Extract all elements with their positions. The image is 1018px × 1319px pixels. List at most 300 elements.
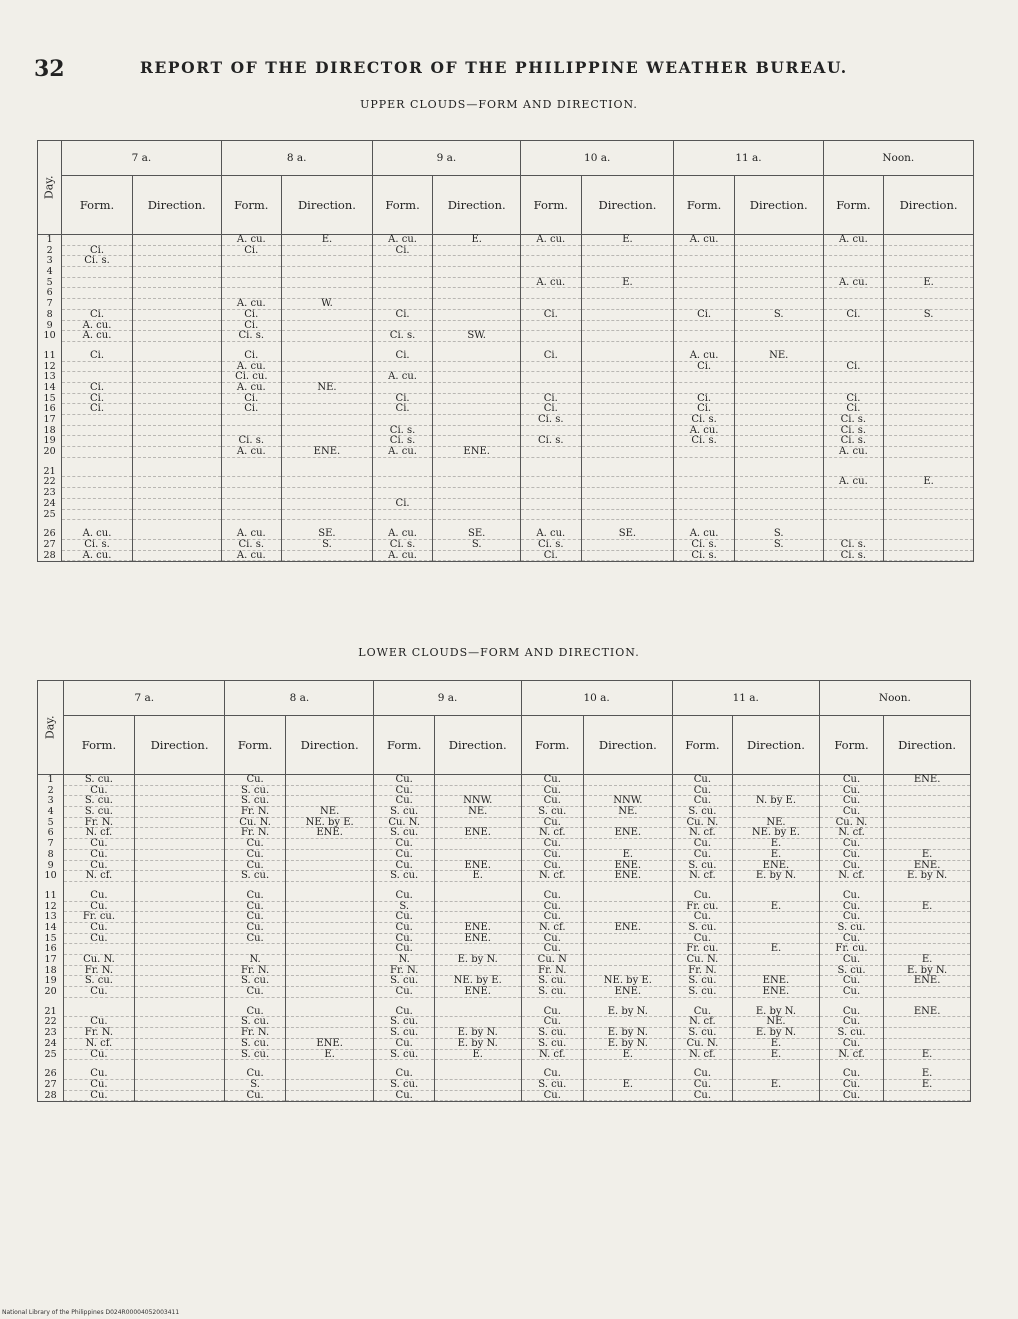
table-cell: E. — [582, 235, 674, 246]
table-cell: Ci. — [222, 394, 282, 405]
table-cell: E. — [733, 944, 819, 955]
table-cell: N. — [225, 955, 284, 966]
row-gap — [824, 342, 884, 351]
form-header: Form. — [372, 176, 433, 235]
table-cell — [733, 1091, 819, 1102]
table-cell: ENE. — [584, 861, 672, 872]
table-cell — [435, 839, 521, 850]
table-cell — [433, 351, 520, 362]
table-cell — [135, 891, 225, 902]
table-cell: Ci. s. — [674, 551, 734, 562]
table-cell — [521, 477, 581, 488]
table-cell — [133, 321, 221, 332]
table-cell: Cu. N. — [225, 818, 284, 829]
table-cell — [582, 488, 674, 499]
table-cell: E. — [884, 902, 970, 913]
table-cell — [373, 477, 433, 488]
table-cell: E. — [733, 1080, 819, 1091]
table-cell — [582, 551, 674, 562]
table-cell: Cu. — [522, 850, 583, 861]
table-cell — [824, 488, 884, 499]
table-cell — [674, 321, 734, 332]
day-number: 9 — [47, 859, 54, 871]
form-header: Form. — [521, 176, 582, 235]
day-header — [38, 681, 64, 775]
hour-header: 7 a. — [62, 141, 221, 176]
table-cell: Cu. — [673, 891, 732, 902]
table-cell — [286, 1080, 374, 1091]
table-cell: Ci. s. — [62, 540, 132, 551]
table-cell: NE. — [435, 807, 521, 818]
table-cell: Cu. — [820, 1039, 883, 1050]
day-number: 8 — [46, 308, 53, 320]
table-cell: Ci. s. — [222, 436, 282, 447]
table-cell: S. cu. — [64, 775, 134, 786]
table-cell: Cu. — [673, 1007, 732, 1018]
table-cell: Ci. s. — [373, 540, 433, 551]
table-cell: N. — [374, 955, 433, 966]
table-cell — [135, 1007, 225, 1018]
table-cell: S. cu. — [673, 987, 732, 998]
table-cell — [135, 934, 225, 945]
table-cell — [135, 902, 225, 913]
table-cell: Fr. N. — [225, 966, 284, 977]
table-cell — [282, 510, 372, 521]
table-cell — [582, 499, 674, 510]
table-cell: E. — [584, 1080, 672, 1091]
day-number-column — [38, 775, 64, 1102]
table-cell: S. cu. — [673, 861, 732, 872]
table-cell — [521, 288, 581, 299]
table-cell: E. — [884, 477, 973, 488]
day-header-label: Day. — [42, 175, 56, 200]
table-cell: Cu. — [374, 1091, 433, 1102]
lower-clouds-table — [37, 680, 971, 1102]
table-cell — [62, 467, 132, 478]
table-cell — [286, 923, 374, 934]
table-cell — [884, 796, 970, 807]
table-cell — [735, 551, 823, 562]
row-gap — [286, 882, 374, 891]
table-cell: Cu. — [64, 902, 134, 913]
table-cell — [433, 426, 520, 437]
hour-header: Noon. — [823, 141, 973, 176]
table-cell — [135, 807, 225, 818]
table-cell — [884, 404, 973, 415]
table-cell — [286, 861, 374, 872]
table-cell: Cu. — [225, 987, 284, 998]
table-cell — [735, 331, 823, 342]
table-cell — [133, 404, 221, 415]
table-cell: Cu. — [374, 775, 433, 786]
row-gap — [135, 1060, 225, 1069]
day-number: 27 — [44, 1078, 57, 1090]
day-number: 28 — [44, 1089, 57, 1101]
direction-column — [434, 775, 521, 1102]
table-cell — [735, 415, 823, 426]
table-cell: Cu. — [820, 1091, 883, 1102]
day-number: 20 — [44, 986, 57, 998]
table-cell: Cu. — [820, 912, 883, 923]
table-cell — [884, 1017, 970, 1028]
table-cell — [62, 362, 132, 373]
table-cell: S. cu. — [374, 828, 433, 839]
hour-header: 10 a. — [521, 141, 674, 176]
table-cell: Cu. — [820, 796, 883, 807]
table-cell: Cu. — [374, 786, 433, 797]
direction-header: Direction. — [584, 716, 673, 775]
table-cell: Fr. cu. — [64, 912, 134, 923]
direction-header: Direction. — [132, 176, 221, 235]
day-number: 2 — [46, 244, 53, 256]
table-cell — [582, 383, 674, 394]
table-cell: Ci. s. — [824, 415, 884, 426]
table-cell: Cu. — [522, 1091, 583, 1102]
table-cell — [135, 1069, 225, 1080]
table-cell: Ci. — [373, 404, 433, 415]
table-cell: Cu. — [522, 839, 583, 850]
table-cell — [282, 415, 372, 426]
table-cell — [133, 426, 221, 437]
table-cell — [62, 288, 132, 299]
table-cell: Ci. — [521, 404, 581, 415]
direction-header: Direction. — [733, 716, 820, 775]
table-cell: S. cu. — [374, 1028, 433, 1039]
table-cell: N. cf. — [522, 871, 583, 882]
table-cell — [582, 510, 674, 521]
table-cell: E. by N. — [584, 1039, 672, 1050]
table-cell — [521, 331, 581, 342]
table-cell — [884, 351, 973, 362]
form-header: Form. — [374, 716, 434, 775]
table-cell — [884, 1039, 970, 1050]
table-cell — [222, 415, 282, 426]
table-cell: Cu. — [522, 934, 583, 945]
direction-header: Direction. — [282, 176, 373, 235]
table-cell — [584, 955, 672, 966]
table-cell — [735, 235, 823, 246]
hour-header: 11 a. — [674, 141, 823, 176]
table-cell: S. — [735, 310, 823, 321]
table-cell: S. cu. — [820, 1028, 883, 1039]
hour-header: 8 a. — [225, 681, 374, 716]
table-cell — [433, 477, 520, 488]
table-cell: A. cu. — [222, 235, 282, 246]
table-cell — [282, 310, 372, 321]
table-cell: Fr. N. — [64, 1028, 134, 1039]
direction-column — [433, 235, 521, 562]
table-cell: Cu. — [820, 1069, 883, 1080]
table-cell — [582, 404, 674, 415]
table-cell — [133, 246, 221, 257]
table-cell: Ci. — [222, 351, 282, 362]
day-number: 21 — [43, 465, 56, 477]
table-cell: Ci. — [824, 310, 884, 321]
table-cell — [521, 499, 581, 510]
form-header: Form. — [221, 176, 282, 235]
table-cell: S. cu. — [64, 807, 134, 818]
table-cell: SE. — [433, 529, 520, 540]
table-cell: Ci. — [824, 394, 884, 405]
table-cell: Ci. — [373, 499, 433, 510]
table-cell: ENE. — [433, 447, 520, 458]
table-cell: S. cu. — [522, 1039, 583, 1050]
table-cell — [133, 278, 221, 289]
table-cell — [884, 415, 973, 426]
table-cell — [884, 362, 973, 373]
table-cell: A. cu. — [674, 426, 734, 437]
table-cell — [582, 246, 674, 257]
table-cell — [582, 426, 674, 437]
table-cell — [521, 362, 581, 373]
table-cell: Ci. s. — [521, 540, 581, 551]
table-cell — [286, 966, 374, 977]
table-cell: Ci. — [521, 310, 581, 321]
table-cell: Ci. — [824, 404, 884, 415]
form-column — [674, 235, 735, 562]
table-cell — [884, 828, 970, 839]
day-number: 14 — [44, 921, 57, 933]
table-cell — [735, 426, 823, 437]
table-cell — [582, 351, 674, 362]
row-gap — [824, 458, 884, 467]
table-cell: Cu. — [225, 1091, 284, 1102]
table-cell: Cu. — [522, 775, 583, 786]
table-cell: N. cf. — [64, 871, 134, 882]
table-cell — [135, 1050, 225, 1061]
day-number: 26 — [43, 528, 56, 540]
table-cell — [286, 850, 374, 861]
table-cell — [133, 477, 221, 488]
table-cell: E. by N. — [733, 871, 819, 882]
form-header: Form. — [225, 716, 285, 775]
table-cell — [133, 331, 221, 342]
table-cell: Ci. — [222, 404, 282, 415]
table-cell: NE. by E. — [435, 976, 521, 987]
table-cell: A. cu. — [824, 447, 884, 458]
day-number: 11 — [44, 889, 57, 901]
table-cell — [884, 331, 973, 342]
form-column — [823, 235, 884, 562]
table-cell: Ci. — [222, 310, 282, 321]
table-cell — [135, 976, 225, 987]
table-cell: Ci. — [674, 362, 734, 373]
table-cell: Cu. — [820, 976, 883, 987]
table-cell: Cu. — [820, 891, 883, 902]
table-cell: Ci. s. — [521, 415, 581, 426]
table-cell: N. cf. — [673, 1050, 732, 1061]
table-cell — [62, 447, 132, 458]
hour-header: 8 a. — [221, 141, 372, 176]
day-number: 24 — [44, 1037, 57, 1049]
table-cell: Cu. — [522, 944, 583, 955]
table-cell — [584, 775, 672, 786]
table-cell: S. — [282, 540, 372, 551]
table-cell: Cu. — [820, 850, 883, 861]
table-cell — [286, 976, 374, 987]
table-cell: Cu. N. — [673, 1039, 732, 1050]
table-cell: NE. by E. — [733, 828, 819, 839]
table-cell: Ci. s. — [521, 436, 581, 447]
table-cell: S. — [735, 540, 823, 551]
table-cell: Ci. s. — [824, 436, 884, 447]
table-cell: S. — [374, 902, 433, 913]
day-number: 14 — [43, 381, 56, 393]
table-cell — [222, 267, 282, 278]
table-cell — [133, 288, 221, 299]
table-cell: Cu. — [522, 1017, 583, 1028]
form-column — [221, 235, 282, 562]
table-cell — [884, 394, 973, 405]
table-cell: Cu. — [673, 850, 732, 861]
direction-column — [584, 775, 673, 1102]
table-cell: Ci. — [62, 394, 132, 405]
table-cell: Ci. — [62, 351, 132, 362]
table-cell: NNW. — [584, 796, 672, 807]
table-cell — [433, 415, 520, 426]
table-cell: Cu. — [374, 934, 433, 945]
table-cell: N. cf. — [820, 828, 883, 839]
table-cell: Ci. s. — [674, 415, 734, 426]
day-number: 2 — [47, 784, 54, 796]
hour-header: 7 a. — [64, 681, 225, 716]
table-cell: S. cu. — [673, 923, 732, 934]
table-cell — [884, 987, 970, 998]
table-cell — [884, 256, 973, 267]
table-cell — [884, 235, 973, 246]
table-cell: NE. by E. — [584, 976, 672, 987]
table-cell — [824, 510, 884, 521]
table-cell — [733, 891, 819, 902]
table-cell: E. — [435, 1050, 521, 1061]
table-cell — [674, 510, 734, 521]
table-cell: Ci. — [674, 310, 734, 321]
table-cell — [135, 796, 225, 807]
table-cell: E. — [733, 1050, 819, 1061]
table-cell — [282, 331, 372, 342]
table-cell: Cu. — [64, 850, 134, 861]
table-cell: NE. — [735, 351, 823, 362]
table-cell: A. cu. — [521, 278, 581, 289]
table-cell: SW. — [433, 331, 520, 342]
table-cell — [735, 436, 823, 447]
table-cell: Cu. — [64, 1091, 134, 1102]
day-number: 27 — [43, 538, 56, 550]
table-cell: Ci. s. — [373, 426, 433, 437]
table-cell — [135, 955, 225, 966]
table-cell: Cu. — [522, 786, 583, 797]
table-cell — [582, 467, 674, 478]
table-cell: Fr. N. — [673, 966, 732, 977]
table-cell: Cu. — [374, 923, 433, 934]
table-cell — [282, 477, 372, 488]
table-cell: N. by E. — [733, 796, 819, 807]
table-cell: ENE. — [435, 934, 521, 945]
table-cell — [884, 540, 973, 551]
table-cell — [433, 499, 520, 510]
table-cell — [282, 256, 372, 267]
table-cell: S. cu. — [64, 796, 134, 807]
day-number: 13 — [43, 371, 56, 383]
table-cell — [433, 362, 520, 373]
table-cell — [135, 912, 225, 923]
form-header: Form. — [674, 176, 735, 235]
form-header: Form. — [64, 716, 135, 775]
table-cell: A. cu. — [824, 477, 884, 488]
day-number: 24 — [43, 497, 56, 509]
table-cell: ENE. — [884, 861, 970, 872]
direction-column — [733, 775, 820, 1102]
table-cell — [433, 256, 520, 267]
table-cell — [884, 436, 973, 447]
table-cell — [884, 912, 970, 923]
table-cell: E. — [584, 1050, 672, 1061]
table-cell: Ci. — [521, 551, 581, 562]
table-cell: Cu. — [64, 1050, 134, 1061]
table-cell — [133, 551, 221, 562]
table-cell — [735, 394, 823, 405]
table-cell — [62, 436, 132, 447]
table-cell: A. cu. — [222, 529, 282, 540]
table-cell — [674, 372, 734, 383]
table-cell — [884, 321, 973, 332]
table-cell: Cu. N. — [820, 818, 883, 829]
table-cell: S. cu. — [225, 1017, 284, 1028]
table-cell: E. by N. — [435, 1028, 521, 1039]
direction-header: Direction. — [884, 716, 971, 775]
table-cell: Cu. — [820, 1007, 883, 1018]
day-number: 5 — [46, 276, 53, 288]
table-cell — [286, 786, 374, 797]
row-gap — [824, 520, 884, 529]
table-cell: Ci. — [62, 404, 132, 415]
table-cell: NE. — [282, 383, 372, 394]
table-cell — [135, 1091, 225, 1102]
table-cell: Cu. N. — [374, 818, 433, 829]
day-number: 18 — [44, 964, 57, 976]
table-cell: ENE. — [435, 987, 521, 998]
table-cell: N. cf. — [820, 1050, 883, 1061]
direction-column — [734, 235, 823, 562]
table-cell: Ci. s. — [373, 331, 433, 342]
row-gap — [133, 342, 221, 351]
table-cell — [282, 467, 372, 478]
table-cell: N. cf. — [522, 923, 583, 934]
upper-clouds-table — [37, 140, 974, 562]
table-cell — [735, 383, 823, 394]
table-cell — [582, 331, 674, 342]
day-number: 20 — [43, 446, 56, 458]
table-cell: Ci. — [373, 310, 433, 321]
table-cell: Cu. — [225, 891, 284, 902]
table-cell — [286, 934, 374, 945]
table-cell: Cu. — [820, 955, 883, 966]
table-cell: E. — [435, 871, 521, 882]
table-cell — [674, 467, 734, 478]
table-cell — [62, 278, 132, 289]
direction-column — [285, 775, 374, 1102]
table-cell: Cu. — [374, 944, 433, 955]
table-cell: S. — [884, 310, 973, 321]
lower-clouds-title: LOWER CLOUDS—FORM AND DIRECTION. — [358, 646, 640, 659]
table-cell — [286, 987, 374, 998]
table-cell: E. — [733, 839, 819, 850]
table-cell — [584, 1091, 672, 1102]
table-cell — [135, 839, 225, 850]
row-gap — [884, 458, 973, 467]
table-cell: S. cu. — [673, 976, 732, 987]
table-cell — [286, 902, 374, 913]
